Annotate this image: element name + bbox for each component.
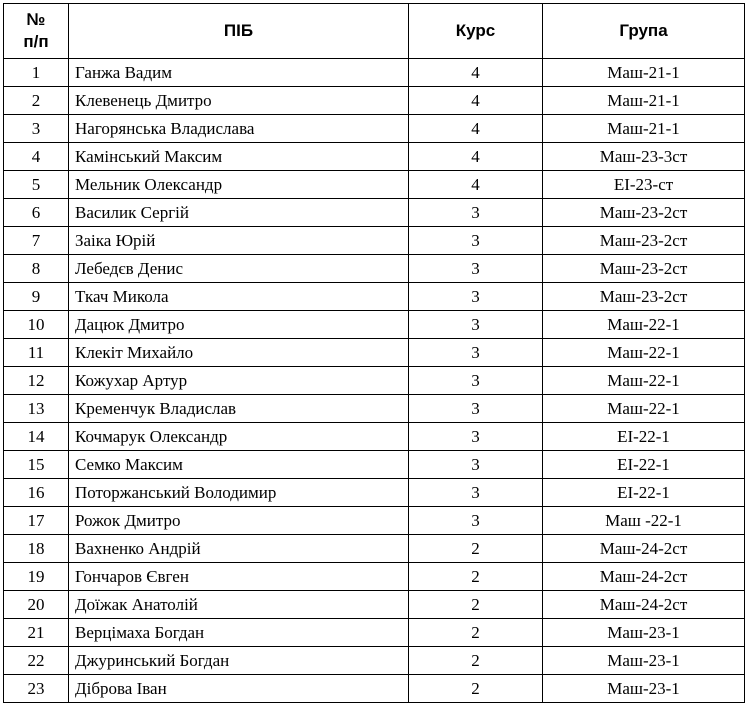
group-cell: Маш-23-2ст <box>543 255 745 283</box>
header-number-line1: № <box>26 10 46 29</box>
group-cell: Маш-23-2ст <box>543 283 745 311</box>
group-cell: Маш-22-1 <box>543 395 745 423</box>
row-number-cell: 1 <box>4 59 69 87</box>
table-row <box>4 647 745 675</box>
student-name-cell: Клекіт Михайло <box>69 339 409 367</box>
table-row <box>4 255 745 283</box>
student-name-cell: Лебедєв Денис <box>69 255 409 283</box>
course-cell: 2 <box>409 591 543 619</box>
student-name-cell: Джуринський Богдан <box>69 647 409 675</box>
course-cell: 3 <box>409 199 543 227</box>
course-cell: 3 <box>409 507 543 535</box>
row-number-cell: 10 <box>4 311 69 339</box>
student-name-cell: Заіка Юрій <box>69 227 409 255</box>
table-row <box>4 395 745 423</box>
table-row <box>4 115 745 143</box>
row-number-cell: 21 <box>4 619 69 647</box>
course-cell: 4 <box>409 171 543 199</box>
course-cell: 2 <box>409 619 543 647</box>
table-row <box>4 563 745 591</box>
course-cell: 4 <box>409 115 543 143</box>
table-row <box>4 283 745 311</box>
table-row <box>4 311 745 339</box>
group-cell: Маш-21-1 <box>543 115 745 143</box>
course-cell: 3 <box>409 255 543 283</box>
student-name-cell: Ганжа Вадим <box>69 59 409 87</box>
table-row <box>4 339 745 367</box>
row-number-cell: 23 <box>4 675 69 703</box>
header-group: Група <box>543 4 745 59</box>
course-cell: 4 <box>409 59 543 87</box>
row-number-cell: 16 <box>4 479 69 507</box>
student-name-cell: Рожок Дмитро <box>69 507 409 535</box>
row-number-cell: 3 <box>4 115 69 143</box>
row-number-cell: 12 <box>4 367 69 395</box>
row-number-cell: 18 <box>4 535 69 563</box>
row-number-cell: 7 <box>4 227 69 255</box>
course-cell: 3 <box>409 227 543 255</box>
group-cell: Маш-23-2ст <box>543 227 745 255</box>
table-row <box>4 171 745 199</box>
course-cell: 3 <box>409 423 543 451</box>
group-cell: Маш -22-1 <box>543 507 745 535</box>
course-cell: 3 <box>409 479 543 507</box>
student-name-cell: Доїжак Анатолій <box>69 591 409 619</box>
student-name-cell: Василик Сергій <box>69 199 409 227</box>
course-cell: 3 <box>409 311 543 339</box>
row-number-cell: 5 <box>4 171 69 199</box>
student-name-cell: Гончаров Євген <box>69 563 409 591</box>
group-cell: Маш-24-2ст <box>543 563 745 591</box>
row-number-cell: 2 <box>4 87 69 115</box>
group-cell: Маш-24-2ст <box>543 591 745 619</box>
row-number-cell: 15 <box>4 451 69 479</box>
group-cell: Маш-22-1 <box>543 367 745 395</box>
student-name-cell: Камінський Максим <box>69 143 409 171</box>
table-body <box>4 59 745 703</box>
row-number-cell: 13 <box>4 395 69 423</box>
student-name-cell: Діброва Іван <box>69 675 409 703</box>
student-table <box>3 3 745 703</box>
header-number-line2: п/п <box>23 32 49 51</box>
group-cell: ЕІ-23-ст <box>543 171 745 199</box>
table-row <box>4 143 745 171</box>
course-cell: 4 <box>409 87 543 115</box>
group-cell: Маш-21-1 <box>543 59 745 87</box>
student-name-cell: Нагорянська Владислава <box>69 115 409 143</box>
course-cell: 3 <box>409 367 543 395</box>
row-number-cell: 6 <box>4 199 69 227</box>
group-cell: Маш-23-2ст <box>543 199 745 227</box>
row-number-cell: 8 <box>4 255 69 283</box>
row-number-cell: 17 <box>4 507 69 535</box>
student-name-cell: Кожухар Артур <box>69 367 409 395</box>
student-name-cell: Семко Максим <box>69 451 409 479</box>
header-name: ПІБ <box>69 4 409 59</box>
student-name-cell: Кочмарук Олександр <box>69 423 409 451</box>
course-cell: 2 <box>409 647 543 675</box>
header-row <box>4 4 745 59</box>
group-cell: Маш-24-2ст <box>543 535 745 563</box>
table-row <box>4 367 745 395</box>
group-cell: Маш-22-1 <box>543 311 745 339</box>
group-cell: Маш-21-1 <box>543 87 745 115</box>
student-name-cell: Верцімаха Богдан <box>69 619 409 647</box>
student-name-cell: Клевенець Дмитро <box>69 87 409 115</box>
student-name-cell: Кременчук Владислав <box>69 395 409 423</box>
group-cell: ЕІ-22-1 <box>543 479 745 507</box>
table-row <box>4 535 745 563</box>
row-number-cell: 4 <box>4 143 69 171</box>
table-row <box>4 87 745 115</box>
table-row <box>4 423 745 451</box>
group-cell: Маш-23-3ст <box>543 143 745 171</box>
table-row <box>4 199 745 227</box>
course-cell: 3 <box>409 283 543 311</box>
row-number-cell: 11 <box>4 339 69 367</box>
table-row <box>4 59 745 87</box>
group-cell: Маш-23-1 <box>543 675 745 703</box>
student-name-cell: Мельник Олександр <box>69 171 409 199</box>
course-cell: 2 <box>409 535 543 563</box>
group-cell: Маш-23-1 <box>543 647 745 675</box>
header-number <box>4 4 69 59</box>
table-row <box>4 675 745 703</box>
course-cell: 3 <box>409 395 543 423</box>
student-name-cell: Вахненко Андрій <box>69 535 409 563</box>
row-number-cell: 14 <box>4 423 69 451</box>
course-cell: 3 <box>409 451 543 479</box>
group-cell: Маш-23-1 <box>543 619 745 647</box>
group-cell: Маш-22-1 <box>543 339 745 367</box>
student-list <box>3 3 744 703</box>
row-number-cell: 9 <box>4 283 69 311</box>
table-row <box>4 227 745 255</box>
header-course: Курс <box>409 4 543 59</box>
group-cell: ЕІ-22-1 <box>543 451 745 479</box>
student-name-cell: Дацюк Дмитро <box>69 311 409 339</box>
course-cell: 3 <box>409 339 543 367</box>
course-cell: 2 <box>409 563 543 591</box>
table-header <box>4 4 745 59</box>
course-cell: 4 <box>409 143 543 171</box>
course-cell: 2 <box>409 675 543 703</box>
table-row <box>4 619 745 647</box>
row-number-cell: 19 <box>4 563 69 591</box>
group-cell: ЕІ-22-1 <box>543 423 745 451</box>
table-row <box>4 507 745 535</box>
row-number-cell: 20 <box>4 591 69 619</box>
student-name-cell: Поторжанський Володимир <box>69 479 409 507</box>
table-row <box>4 479 745 507</box>
row-number-cell: 22 <box>4 647 69 675</box>
student-name-cell: Ткач Микола <box>69 283 409 311</box>
table-row <box>4 451 745 479</box>
table-row <box>4 591 745 619</box>
